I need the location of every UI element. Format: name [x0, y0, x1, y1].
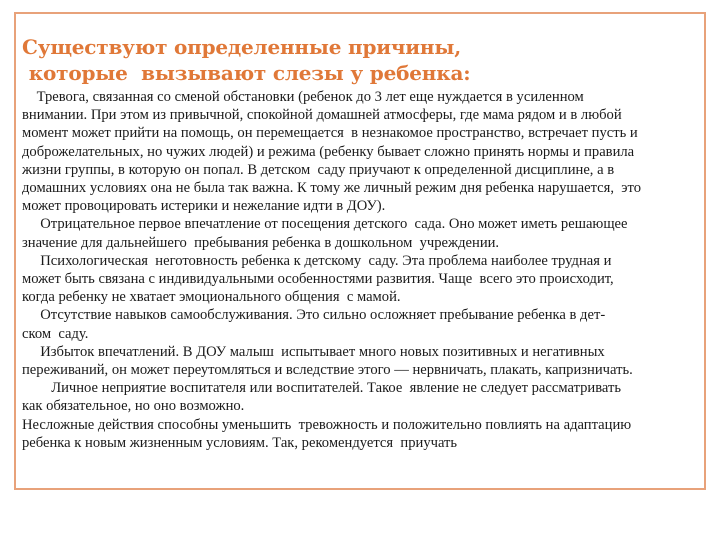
- content-area: [22, 34, 702, 452]
- body-line: ребенка к новым жизненным условиям. Так, рекомендуется приучать: [22, 434, 458, 451]
- body-line: Отрицательное первое впечатление от посещения детского сада. Оно может иметь решающее: [22, 216, 628, 233]
- body-line: может провоцировать истерики и нежелание идти в ДОУ).: [22, 198, 386, 215]
- body-line: когда ребенку не хватает эмоционального общения с мамой.: [22, 289, 401, 306]
- body-line: Несложные действия способны уменьшить тревожность и положительно повлиять на адаптацию: [22, 416, 632, 433]
- body-line: Психологическая неготовность ребенка к детскому саду. Эта проблема наиболее трудная и: [22, 252, 612, 269]
- slide-title: [22, 34, 702, 86]
- body-line: ском саду.: [22, 325, 89, 342]
- body-line: переживаний, он может переутомляться и вследствие этого — нервничать, плакать, капризничать.: [22, 362, 633, 379]
- title-line-2: которые вызывают слезы у ребенка:: [22, 61, 471, 85]
- body-line: жизни группы, в которую он попал. В детском саду приучают к определенной дисциплине, а в: [22, 161, 615, 178]
- body-text: [22, 88, 702, 452]
- body-line: момент может прийти на помощь, он перемещается в незнакомое пространство, встречает пусть и: [22, 125, 638, 142]
- body-line: может быть связана с индивидуальными особенностями развития. Чаще всего это происходит,: [22, 271, 614, 288]
- title-line-1: Существуют определенные причины,: [22, 35, 461, 59]
- body-line: значение для дальнейшего пребывания ребенка в дошкольном учреждении.: [22, 234, 500, 251]
- body-line: Личное неприятие воспитателя или воспитателей. Такое явление не следует рассматривать: [22, 380, 622, 397]
- text-frame: [14, 12, 706, 490]
- body-line: Избыток впечатлений. В ДОУ малыш испытывает много новых позитивных и негативных: [22, 343, 605, 360]
- body-line: домашних условиях она не была так важна. К тому же личный режим дня ребенка нарушается, это: [22, 180, 642, 197]
- body-line: Отсутствие навыков самообслуживания. Это сильно осложняет пребывание ребенка в дет-: [22, 307, 606, 324]
- body-line: внимании. При этом из привычной, спокойной домашней атмосферы, где мама рядом и в любой: [22, 107, 622, 124]
- body-line: Тревога, связанная со сменой обстановки (ребенок до 3 лет еще нуждается в усиленном: [22, 89, 584, 105]
- body-line: доброжелательных, но чужих людей) и режима (ребенку бывает сложно принять нормы и правила: [22, 143, 635, 160]
- body-line: как обязательное, но оно возможно.: [22, 398, 245, 415]
